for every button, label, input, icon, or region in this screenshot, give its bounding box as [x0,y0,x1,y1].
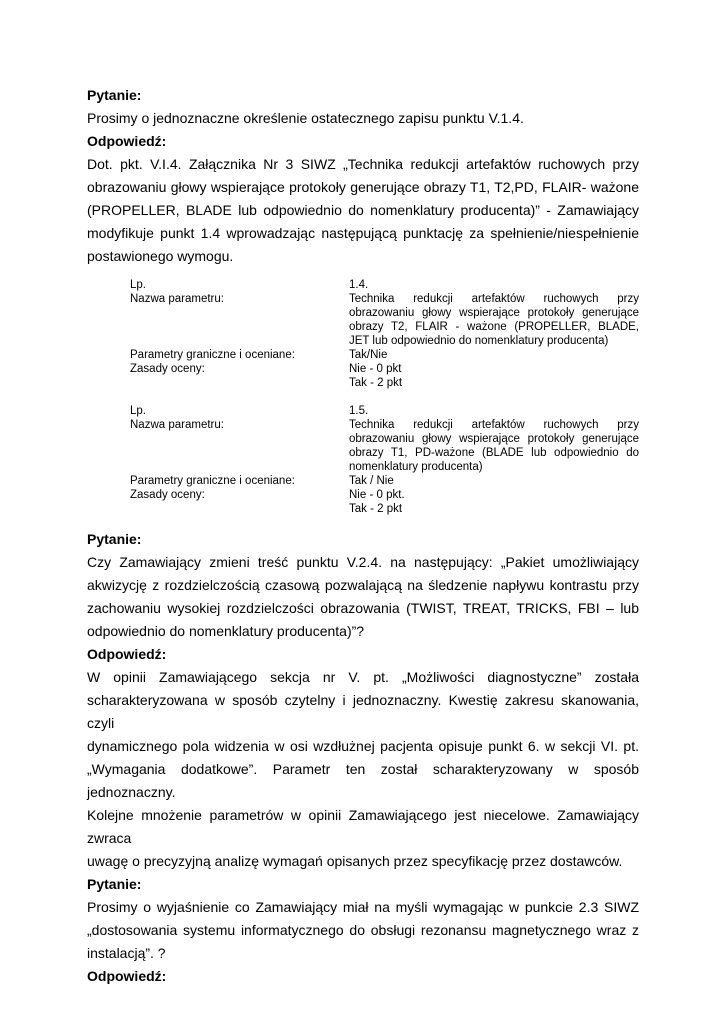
answer-line: uwagę o precyzyjną analizę wymagań opisanych przez specyfikację przez dostawców. [87,853,623,869]
answer-line: dynamicznego pola widzenia w osi wzdłużnej pacjenta opisuje punkt 6. w sekcji VI. pt. [87,738,639,754]
table-row [130,292,639,348]
answer-line: modyfikuje punkt 1.4 wprowadzając następującą punktację za spełnienie/niespełnienie [87,225,639,241]
question-line: instalacją”. ? [87,945,166,961]
question-text [87,896,639,965]
rule-line: Tak - 2 pkt [349,503,403,515]
table-row [130,278,639,292]
answer-line: obrazowaniu głowy wspierające protokoły generujące obrazy T1, T2,PD, FLAIR- ważone [87,179,639,195]
lp-label: Lp. [130,405,146,417]
parameter-table-1 [130,278,639,516]
document-page [87,84,639,988]
answer-line: postawionego wymogu. [87,248,234,264]
name-line: Technika redukcji artefaktów ruchowych przy [349,293,639,305]
answer-line: Kolejne mnożenie parametrów w opinii Zamawiającego jest niecelowe. Zamawiający zwraca [87,807,639,846]
rules-value [349,362,639,390]
lp-value: 1.5. [349,405,369,417]
answer-text [87,153,639,268]
name-line: obrazowaniu głowy wspierające protokoły generujące [349,433,639,445]
question-line: Prosimy o wyjaśnienie co Zamawiający miał na myśli wymagając w punkcie 2.3 SIWZ [87,899,639,915]
rules-value [349,488,639,516]
answer-line: W opinii Zamawiającego sekcja nr V. pt. „Możliwości diagnostyczne” została [87,669,639,685]
table-row [130,418,639,474]
question-text [87,551,639,643]
name-value [349,292,639,348]
rule-line: Nie - 0 pkt. [349,489,405,501]
question-line: akwizycję z rozdzielczością czasową pozwalającą na śledzenie napływu kontrastu przy [87,577,639,593]
param-label: Parametry graniczne i oceniane: [130,349,295,361]
question-heading: Pytanie: [87,531,142,547]
rule-line: Nie - 0 pkt [349,363,402,375]
rules-label: Zasady oceny: [130,363,205,375]
rules-label: Zasady oceny: [130,489,205,501]
name-line: nomenklatury producenta) [349,461,483,473]
name-label: Nazwa parametru: [130,293,224,305]
answer-heading: Odpowiedź: [87,133,167,149]
question-text: Prosimy o jednoznaczne określenie ostatecznego zapisu punktu V.1.4. [87,110,524,126]
table-row [130,348,639,362]
name-line: obrazy T1, PD-ważone (BLADE lub odpowiednio do [349,447,639,459]
rule-line: Tak - 2 pkt [349,377,403,389]
lp-value: 1.4. [349,279,369,291]
answer-line: scharakteryzowana w sposób czytelny i jednoznaczny. Kwestię zakresu skanowania, czyli [87,692,639,731]
name-line: JET lub odpowiednio do nomenklatury producenta) [349,335,609,347]
question-line: „dostosowania systemu informatycznego do obsługi rezonansu magnetycznego wraz z [87,922,639,938]
name-label: Nazwa parametru: [130,419,224,431]
name-value [349,418,639,474]
answer-heading: Odpowiedź: [87,646,167,662]
question-heading: Pytanie: [87,876,142,892]
answer-heading: Odpowiedź: [87,968,167,984]
question-line: Czy Zamawiający zmieni treść punktu V.2.4. na następujący: „Pakiet umożliwiający [87,554,639,570]
answer-line: Dot. pkt. V.I.4. Załącznika Nr 3 SIWZ „Technika redukcji artefaktów ruchowych przy [87,156,639,172]
answer-line: (PROPELLER, BLADE lub odpowiednio do nomenklatury producenta)” - Zamawiający [87,202,639,218]
name-line: obrazy T2, FLAIR - ważone (PROPELLER, BLADE, [349,321,639,333]
question-heading: Pytanie: [87,87,142,103]
name-line: obrazowaniu głowy wspierające protokoły generujące [349,307,639,319]
table-row [130,404,639,418]
name-line: Technika redukcji artefaktów ruchowych przy [349,419,639,431]
table-row [130,362,639,390]
question-line: zachowaniu wysokiej rozdzielczości obrazowania (TWIST, TREAT, TRICKS, FBI – lub [87,600,639,616]
table-row [130,488,639,516]
question-line: odpowiednio do nomenklatury producenta)”? [87,623,365,639]
table-row [130,474,639,488]
answer-text [87,666,639,873]
lp-label: Lp. [130,279,146,291]
param-value: Tak / Nie [349,475,394,487]
answer-line: „Wymagania dodatkowe”. Parametr ten został scharakteryzowany w sposób jednoznaczny. [87,761,639,800]
param-value: Tak/Nie [349,349,388,361]
param-label: Parametry graniczne i oceniane: [130,475,295,487]
